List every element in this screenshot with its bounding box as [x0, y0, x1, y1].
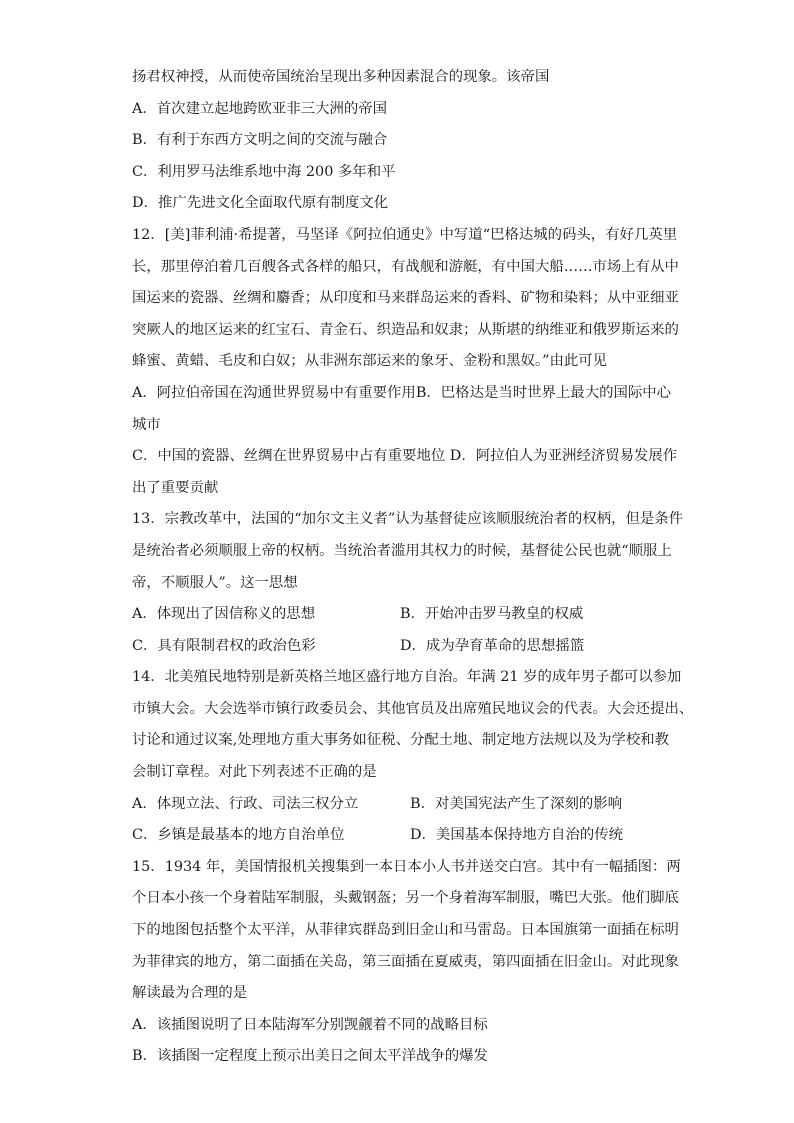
question-stem-line: 个日本小孩一个身着陆军制服，头戴钢盔；另一个身着海军制服，嘴巴大张。他们脚底 — [132, 890, 679, 907]
question-12 — [132, 220, 679, 504]
option-b: B．对美国宪法产生了深刻的影响 — [410, 795, 623, 812]
question-stem-line: 讨论和通过议案,处理地方重大事务如征税、分配土地、制定地方法规以及为学校和教 — [132, 732, 670, 749]
option-line: C．中国的瓷器、丝绸在世界贸易中占有重要地位 D．阿拉伯人为亚洲经济贸易发展作 — [132, 448, 678, 465]
option-row — [132, 599, 664, 631]
option-b: B．有利于东西方文明之间的交流与融合 — [132, 132, 388, 149]
question-stem-line: 国运来的瓷器、丝绸和麝香；从印度和马来群岛运来的香料、矿物和染料；从中亚细亚 — [132, 290, 679, 307]
option-row — [132, 631, 664, 663]
option-d: D．美国基本保持地方自治的传统 — [410, 827, 624, 844]
question-stem-line: 12．[美]菲利浦·希提著，马坚译《阿拉伯通史》中写道“巴格达城的码头，有好几英里 — [132, 226, 678, 243]
question-stem-line: 长，那里停泊着几百艘各式各样的船只，有战舰和游艇，有中国大船……市场上有从中 — [132, 258, 679, 275]
option-line: 城市 — [132, 416, 161, 433]
question-13 — [132, 504, 684, 662]
option-b: B．该插图一定程度上预示出美日之间太平洋战争的爆发 — [132, 1048, 488, 1065]
option-a: A．体现立法、行政、司法三权分立 — [132, 795, 359, 812]
option-c: C．乡镇是最基本的地方自治单位 — [132, 827, 345, 844]
question-stem-line: 解读最为合理的是 — [132, 985, 248, 1002]
option-c: C．利用罗马法维系地中海 200 多年和平 — [132, 163, 396, 180]
question-14 — [132, 662, 694, 852]
question-stem-line: 15．1934 年，美国情报机关搜集到一本日本小人书并送交白宫。其中有一幅插图：两 — [132, 858, 681, 875]
question-stem-line: 突厥人的地区运来的红宝石、青金石、织造品和奴隶；从斯堪的纳维亚和俄罗斯运来的 — [132, 321, 679, 338]
exam-page — [132, 62, 694, 1073]
option-row — [132, 820, 664, 852]
question-stem-line: 市镇大会。大会选举市镇行政委员会、其他官员及出席殖民地议会的代表。大会还提出、 — [132, 700, 694, 717]
option-line: A．阿拉伯帝国在沟通世界贸易中有重要作用B．巴格达是当时世界上最大的国际中心 — [132, 384, 672, 401]
text-line: 扬君权神授，从而使帝国统治呈现出多种因素混合的现象。该帝国 — [132, 69, 550, 85]
question-stem-line: 为菲律宾的地方，第二面插在关岛，第三面插在夏威夷，第四面插在旧金山。对此现象 — [132, 953, 679, 970]
option-b: B．开始冲击罗马教皇的权威 — [400, 606, 584, 623]
question-stem-line: 会制订章程。对此下列表述不正确的是 — [132, 764, 377, 781]
question-15 — [132, 852, 681, 1073]
option-row — [132, 789, 664, 821]
option-a: A．体现出了因信称义的思想 — [132, 606, 316, 623]
option-a: A．首次建立起地跨欧亚非三大洲的帝国 — [132, 100, 388, 117]
option-d: D．成为孕育革命的思想摇篮 — [400, 637, 585, 654]
question-stem-line: 是统治者必须顺服上帝的权柄。当统治者滥用其权力的时候，基督徒公民也就“顺服上 — [132, 542, 672, 559]
option-a: A．该插图说明了日本陆海军分别觊觎着不同的战略目标 — [132, 1016, 488, 1033]
question-stem-line: 14．北美殖民地特别是新英格兰地区盛行地方自治。年满 21 岁的成年男子都可以参加 — [132, 669, 682, 686]
option-c: C．具有限制君权的政治色彩 — [132, 637, 316, 654]
option-line: 出了重要贡献 — [132, 479, 219, 496]
option-d: D．推广先进文化全面取代原有制度文化 — [132, 195, 389, 212]
question-stem-line: 帝，不顺服人”。这一思想 — [132, 574, 298, 591]
question-stem-line: 下的地图包括整个太平洋，从菲律宾群岛到旧金山和马雷岛。日本国旗第一面插在标明 — [132, 922, 679, 939]
question-stem-line: 13．宗教改革中，法国的“加尔文主义者”认为基督徒应该顺服统治者的权柄，但是条件 — [132, 511, 684, 528]
question-stem-line: 蜂蜜、黄蜡、毛皮和白奴；从非洲东部运来的象牙、金粉和黑奴。”由此可见 — [132, 353, 608, 370]
